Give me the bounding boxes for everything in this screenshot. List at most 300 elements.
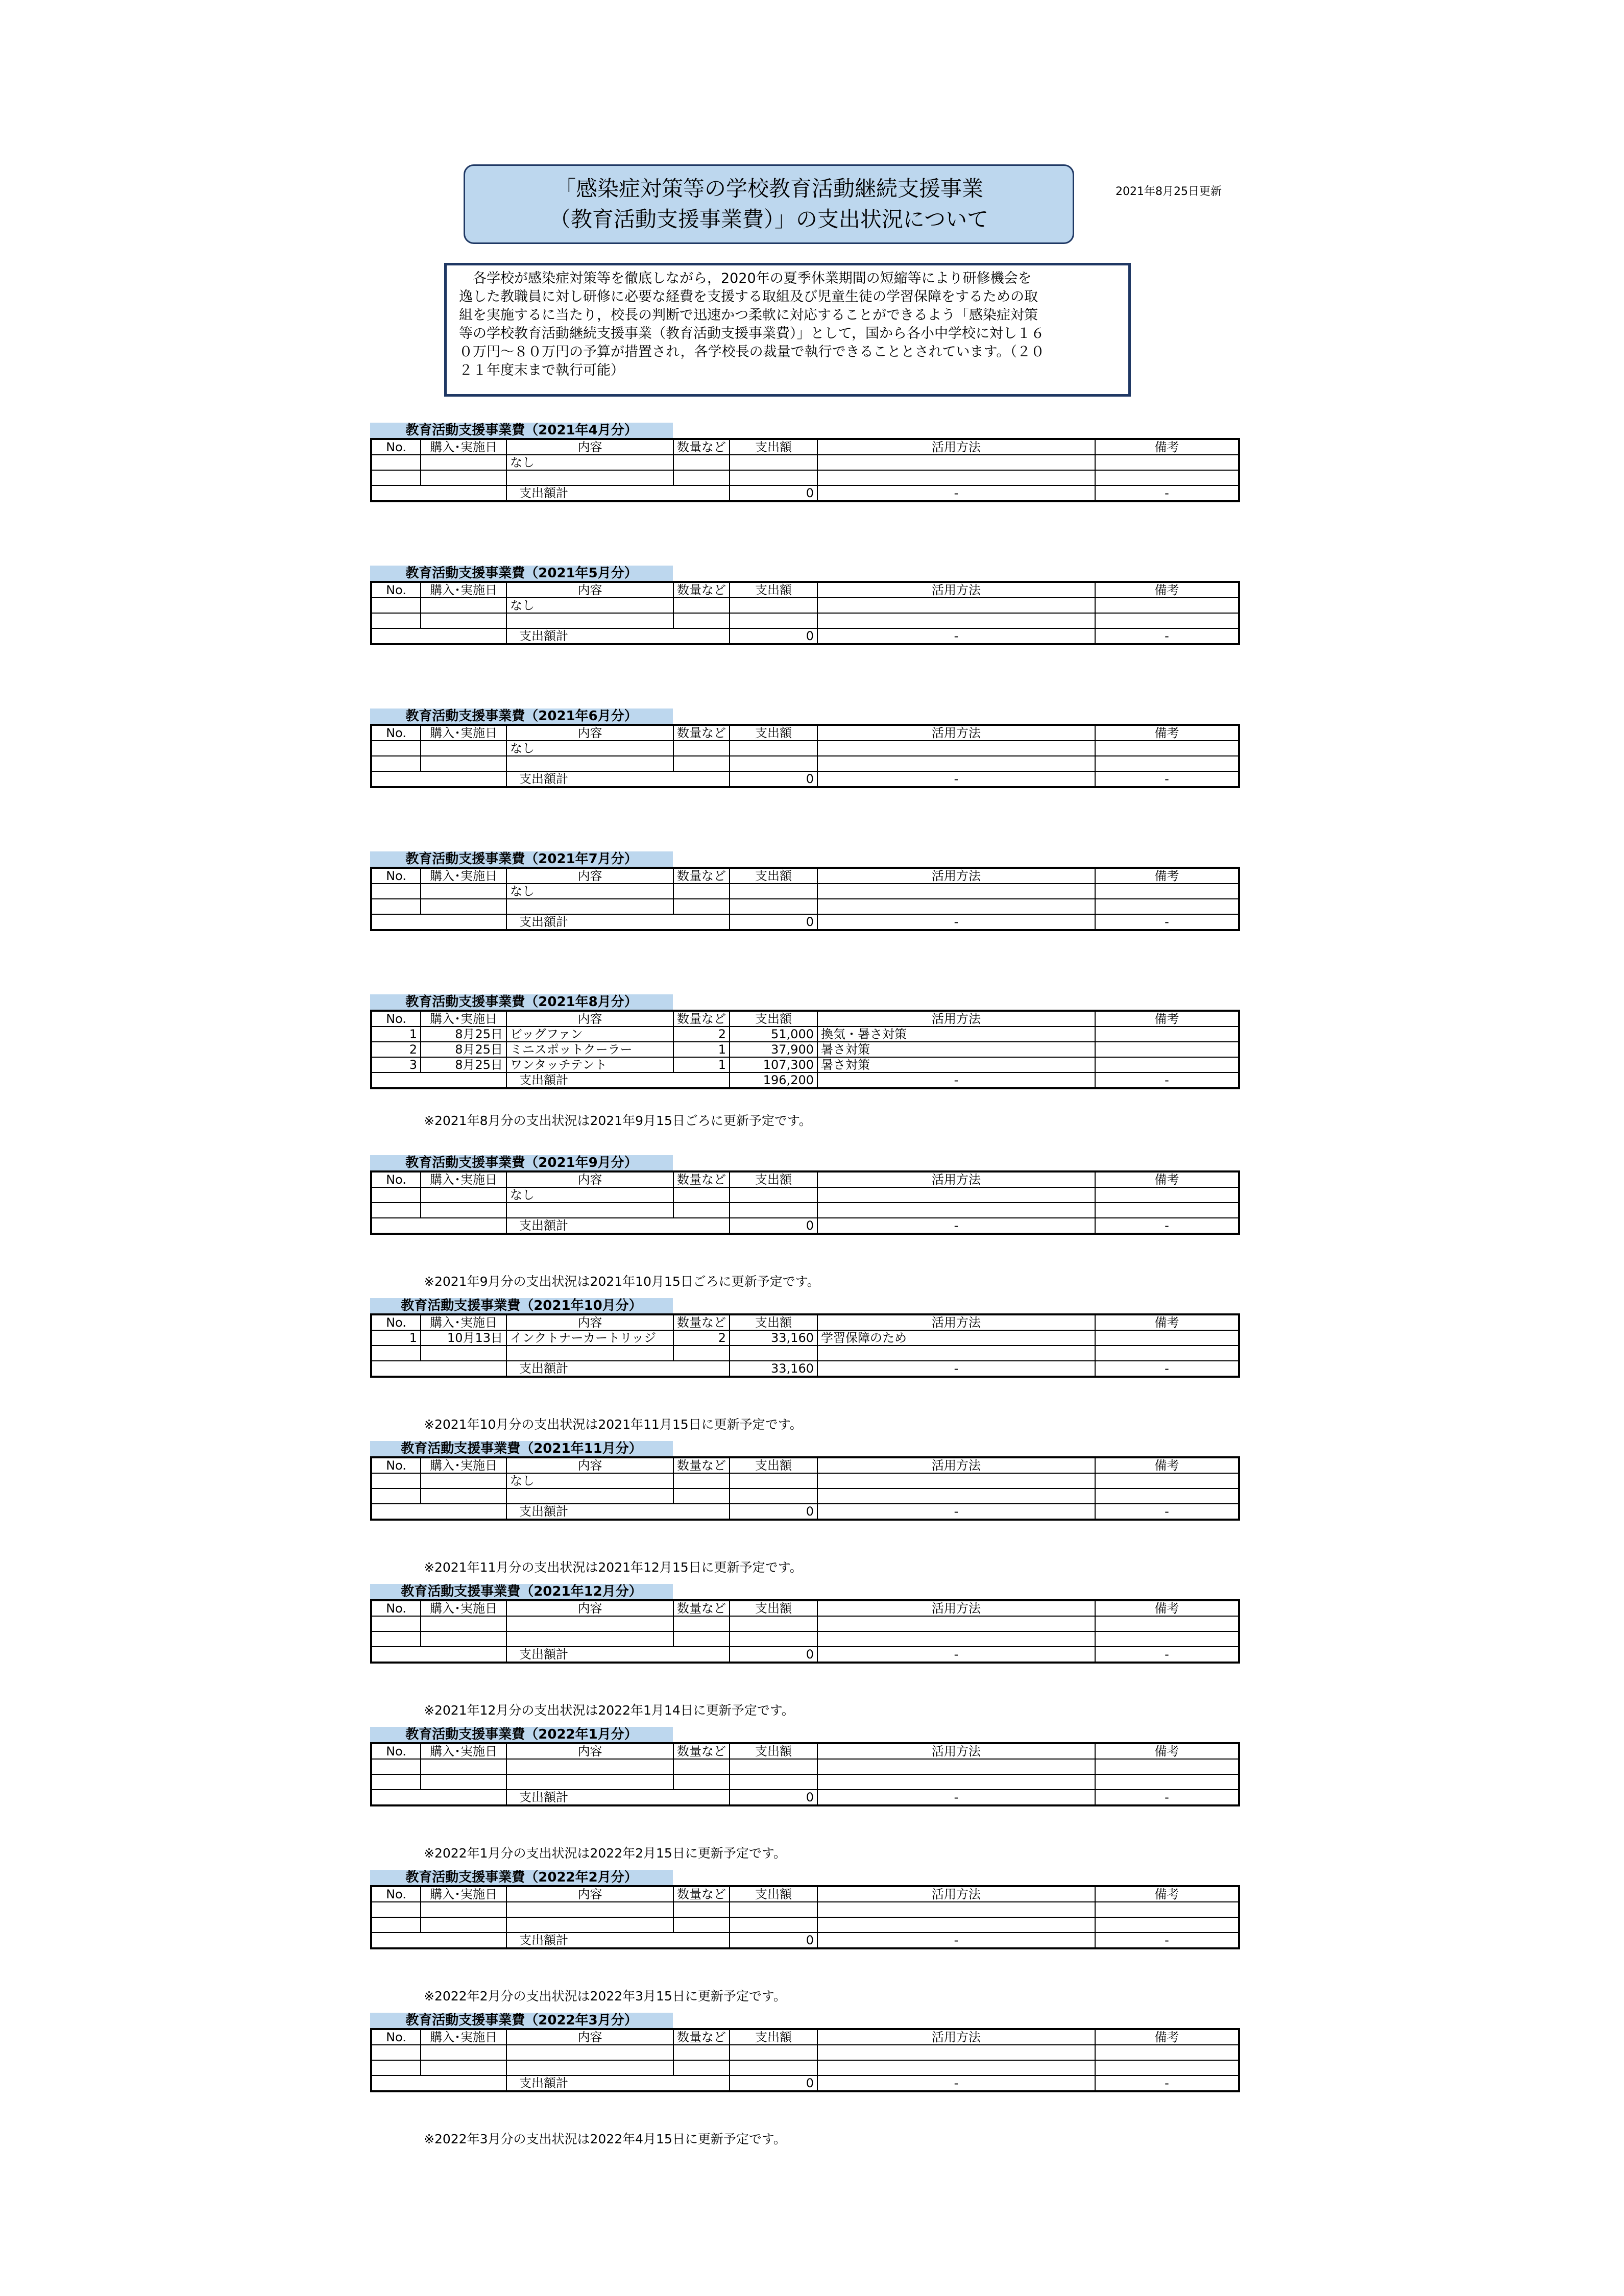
total-remarks-dash: - [1095,485,1239,501]
cell-amount [730,1616,817,1631]
cell-method [817,613,1095,628]
update-note: ※2022年2月分の支出状況は2022年3月15日に更新予定です。 [424,1989,786,2004]
table-header-row [371,1600,1239,1616]
header-amount: 支出額 [730,1314,817,1330]
cell-method: 学習保障のため [817,1330,1095,1346]
header-no: No. [371,868,421,884]
cell-no [371,1774,421,1790]
header-content: 内容 [506,1011,673,1027]
cell-amount [730,1774,817,1790]
total-row [371,1790,1239,1805]
total-method-dash: - [817,1504,1095,1520]
header-content: 内容 [506,1600,673,1616]
total-label: 支出額計 [506,1218,730,1234]
total-amount: 0 [730,628,817,644]
total-row [371,628,1239,644]
header-amount: 支出額 [730,1457,817,1473]
cell-qty [673,470,730,485]
header-no: No. [371,725,421,741]
cell-method [817,1759,1095,1774]
section-title: 教育活動支援事業費（2021年7月分） [370,851,673,867]
header-method: 活用方法 [817,582,1095,598]
total-spacer [371,1790,506,1805]
cell-date [421,2060,506,2075]
cell-no [371,884,421,899]
update-note: ※2021年8月分の支出状況は2021年9月15日ごろに更新予定です。 [424,1113,812,1128]
total-spacer [371,1504,506,1520]
expense-section [370,1870,1238,1949]
table-row [371,1346,1239,1361]
total-amount: 0 [730,1218,817,1234]
cell-date [421,613,506,628]
page-title-line1: 「感染症対策等の学校教育活動継続支援事業 [554,176,983,201]
header-content: 内容 [506,2029,673,2045]
cell-method [817,756,1095,771]
cell-no [371,2045,421,2060]
cell-remarks [1095,1902,1239,1917]
header-amount: 支出額 [730,725,817,741]
cell-date [421,470,506,485]
cell-remarks [1095,455,1239,470]
cell-no [371,1187,421,1203]
cell-content [506,1203,673,1218]
section-title: 教育活動支援事業費（2021年4月分） [370,423,673,438]
cell-method [817,1616,1095,1631]
cell-date [421,1473,506,1488]
total-spacer [371,914,506,930]
table-header-row [371,725,1239,741]
total-remarks-dash: - [1095,1790,1239,1805]
header-date: 購入･実施日 [421,2029,506,2045]
cell-qty [673,1631,730,1647]
header-amount: 支出額 [730,1743,817,1759]
table-header-row [371,868,1239,884]
table-row [371,470,1239,485]
cell-qty [673,1917,730,1933]
cell-date [421,741,506,756]
cell-content [506,1631,673,1647]
cell-remarks [1095,1488,1239,1504]
cell-amount [730,1203,817,1218]
cell-amount [730,2045,817,2060]
expense-section [370,2013,1238,2092]
cell-no [371,1917,421,1933]
cell-no: 1 [371,1330,421,1346]
cell-amount [730,1917,817,1933]
section-title: 教育活動支援事業費（2021年5月分） [370,566,673,581]
table-header-row [371,439,1239,455]
header-date: 購入･実施日 [421,1011,506,1027]
expense-section [370,1727,1238,1806]
cell-amount: 37,900 [730,1042,817,1057]
cell-no [371,598,421,613]
total-row [371,1361,1239,1377]
cell-amount: 107,300 [730,1057,817,1072]
cell-date [421,1203,506,1218]
cell-content: なし [506,598,673,613]
cell-no [371,741,421,756]
total-amount: 0 [730,771,817,787]
header-qty: 数量など [673,725,730,741]
total-amount: 0 [730,1504,817,1520]
cell-date [421,1346,506,1361]
expense-section [370,1584,1238,1664]
total-label: 支出額計 [506,1504,730,1520]
cell-remarks [1095,1631,1239,1647]
header-remarks: 備考 [1095,582,1239,598]
header-content: 内容 [506,1457,673,1473]
cell-amount [730,1759,817,1774]
expense-table [370,1599,1240,1664]
header-method: 活用方法 [817,1314,1095,1330]
header-remarks: 備考 [1095,1600,1239,1616]
total-row [371,485,1239,501]
cell-method [817,470,1095,485]
total-remarks-dash: - [1095,1933,1239,1948]
cell-qty [673,741,730,756]
table-row [371,1902,1239,1917]
cell-content [506,1902,673,1917]
cell-content [506,2045,673,2060]
header-amount: 支出額 [730,1886,817,1902]
table-row [371,613,1239,628]
cell-qty [673,899,730,914]
total-spacer [371,485,506,501]
cell-qty [673,1616,730,1631]
table-row [371,1774,1239,1790]
header-method: 活用方法 [817,1171,1095,1187]
table-row [371,1488,1239,1504]
total-amount: 0 [730,2075,817,2091]
header-method: 活用方法 [817,1886,1095,1902]
cell-method [817,884,1095,899]
header-content: 内容 [506,439,673,455]
cell-content [506,1346,673,1361]
cell-date [421,1902,506,1917]
cell-date [421,455,506,470]
expense-table [370,1885,1240,1949]
total-amount: 196,200 [730,1072,817,1088]
cell-amount [730,1346,817,1361]
total-spacer [371,2075,506,2091]
cell-no [371,1346,421,1361]
cell-method [817,1346,1095,1361]
section-title: 教育活動支援事業費（2022年2月分） [370,1870,673,1885]
expense-table [370,724,1240,788]
total-method-dash: - [817,2075,1095,2091]
total-label: 支出額計 [506,1072,730,1088]
cell-no: 1 [371,1027,421,1042]
header-remarks: 備考 [1095,1314,1239,1330]
header-amount: 支出額 [730,1171,817,1187]
total-method-dash: - [817,771,1095,787]
section-title: 教育活動支援事業費（2021年9月分） [370,1155,673,1170]
cell-method [817,741,1095,756]
cell-amount [730,1631,817,1647]
cell-amount [730,1902,817,1917]
header-content: 内容 [506,725,673,741]
header-remarks: 備考 [1095,439,1239,455]
cell-remarks [1095,1346,1239,1361]
cell-method: 暑さ対策 [817,1057,1095,1072]
cell-content [506,2060,673,2075]
cell-date: 10月13日 [421,1330,506,1346]
header-qty: 数量など [673,439,730,455]
header-remarks: 備考 [1095,1886,1239,1902]
header-qty: 数量など [673,1743,730,1759]
expense-table [370,1742,1240,1806]
cell-content [506,1759,673,1774]
cell-date [421,1187,506,1203]
cell-method [817,598,1095,613]
header-qty: 数量など [673,1886,730,1902]
cell-qty: 1 [673,1057,730,1072]
total-method-dash: - [817,1218,1095,1234]
cell-content: なし [506,741,673,756]
cell-qty: 2 [673,1027,730,1042]
header-method: 活用方法 [817,868,1095,884]
header-amount: 支出額 [730,1011,817,1027]
cell-content [506,1917,673,1933]
page-title-line2: （教育活動支援事業費）」の支出状況について [549,207,989,232]
cell-remarks [1095,741,1239,756]
expense-section [370,423,1238,502]
total-amount: 0 [730,485,817,501]
cell-remarks [1095,1759,1239,1774]
cell-content [506,1488,673,1504]
table-row [371,1616,1239,1631]
cell-date [421,2045,506,2060]
cell-remarks [1095,613,1239,628]
total-label: 支出額計 [506,914,730,930]
header-content: 内容 [506,582,673,598]
expense-table [370,2028,1240,2092]
cell-date: 8月25日 [421,1027,506,1042]
cell-date: 8月25日 [421,1057,506,1072]
table-row [371,2045,1239,2060]
header-no: No. [371,1011,421,1027]
cell-method [817,1631,1095,1647]
cell-qty [673,884,730,899]
table-row [371,455,1239,470]
cell-amount [730,756,817,771]
cell-qty [673,1473,730,1488]
cell-remarks [1095,1473,1239,1488]
total-label: 支出額計 [506,1647,730,1663]
cell-date [421,598,506,613]
total-amount: 0 [730,1933,817,1948]
cell-remarks [1095,1616,1239,1631]
header-no: No. [371,1600,421,1616]
cell-amount: 33,160 [730,1330,817,1346]
header-date: 購入･実施日 [421,1743,506,1759]
update-note: ※2021年9月分の支出状況は2021年10月15日ごろに更新予定です。 [424,1274,820,1289]
cell-qty [673,1203,730,1218]
cell-date [421,899,506,914]
expense-section [370,1298,1238,1378]
header-no: No. [371,1171,421,1187]
table-header-row [371,1457,1239,1473]
header-date: 購入･実施日 [421,868,506,884]
cell-no [371,1473,421,1488]
cell-content: なし [506,1187,673,1203]
table-row [371,1473,1239,1488]
table-row [371,1917,1239,1933]
cell-method: 換気・暑さ対策 [817,1027,1095,1042]
total-spacer [371,1218,506,1234]
table-row [371,884,1239,899]
cell-method [817,1187,1095,1203]
header-date: 購入･実施日 [421,1314,506,1330]
table-row [371,2060,1239,2075]
table-header-row [371,1886,1239,1902]
total-amount: 0 [730,1790,817,1805]
expense-table [370,1170,1240,1235]
header-content: 内容 [506,1743,673,1759]
cell-qty [673,1774,730,1790]
cell-content: ワンタッチテント [506,1057,673,1072]
header-date: 購入･実施日 [421,439,506,455]
table-header-row [371,1011,1239,1027]
total-spacer [371,771,506,787]
total-row [371,1504,1239,1520]
table-row [371,899,1239,914]
cell-amount [730,884,817,899]
expense-table [370,867,1240,931]
cell-no [371,1759,421,1774]
expense-section [370,566,1238,645]
table-header-row [371,1743,1239,1759]
cell-remarks [1095,899,1239,914]
section-title: 教育活動支援事業費（2021年10月分） [370,1298,673,1313]
total-remarks-dash: - [1095,914,1239,930]
cell-method [817,455,1095,470]
table-row [371,1203,1239,1218]
cell-remarks [1095,1042,1239,1057]
total-spacer [371,1647,506,1663]
total-row [371,1218,1239,1234]
header-remarks: 備考 [1095,1743,1239,1759]
cell-qty [673,1187,730,1203]
cell-amount [730,455,817,470]
cell-amount [730,1187,817,1203]
table-row [371,1057,1239,1072]
total-amount: 0 [730,914,817,930]
total-remarks-dash: - [1095,1647,1239,1663]
total-amount: 33,160 [730,1361,817,1377]
update-note: ※2022年1月分の支出状況は2022年2月15日に更新予定です。 [424,1846,786,1861]
cell-amount: 51,000 [730,1027,817,1042]
expense-section [370,1441,1238,1521]
table-header-row [371,1171,1239,1187]
expense-section [370,851,1238,931]
header-date: 購入･実施日 [421,1171,506,1187]
cell-method [817,1902,1095,1917]
cell-no [371,1631,421,1647]
cell-remarks [1095,1917,1239,1933]
total-row [371,1933,1239,1948]
cell-method [817,1488,1095,1504]
total-remarks-dash: - [1095,1361,1239,1377]
table-row [371,1631,1239,1647]
header-date: 購入･実施日 [421,725,506,741]
table-header-row [371,582,1239,598]
total-label: 支出額計 [506,771,730,787]
total-remarks-dash: - [1095,2075,1239,2091]
cell-no [371,2060,421,2075]
cell-amount [730,613,817,628]
cell-remarks [1095,598,1239,613]
cell-method [817,1774,1095,1790]
header-qty: 数量など [673,1600,730,1616]
cell-no [371,455,421,470]
cell-content [506,756,673,771]
section-title: 教育活動支援事業費（2021年6月分） [370,709,673,724]
cell-remarks [1095,1057,1239,1072]
cell-content: ミニスポットクーラー [506,1042,673,1057]
cell-qty [673,1488,730,1504]
cell-content: なし [506,1473,673,1488]
total-label: 支出額計 [506,485,730,501]
header-amount: 支出額 [730,2029,817,2045]
header-date: 購入･実施日 [421,582,506,598]
total-row [371,2075,1239,2091]
cell-date [421,1488,506,1504]
cell-remarks [1095,884,1239,899]
expense-section [370,994,1238,1089]
section-title: 教育活動支援事業費（2022年3月分） [370,2013,673,2028]
total-label: 支出額計 [506,1933,730,1948]
cell-no [371,1488,421,1504]
total-row [371,1647,1239,1663]
header-method: 活用方法 [817,439,1095,455]
header-qty: 数量など [673,2029,730,2045]
table-row [371,741,1239,756]
cell-amount [730,470,817,485]
cell-qty [673,1346,730,1361]
header-qty: 数量など [673,1457,730,1473]
update-note: ※2022年3月分の支出状況は2022年4月15日に更新予定です。 [424,2132,786,2146]
table-row [371,1027,1239,1042]
header-remarks: 備考 [1095,2029,1239,2045]
cell-qty [673,2060,730,2075]
section-title: 教育活動支援事業費（2021年11月分） [370,1441,673,1456]
cell-date [421,1631,506,1647]
total-spacer [371,1933,506,1948]
total-method-dash: - [817,628,1095,644]
header-qty: 数量など [673,582,730,598]
update-note: ※2021年10月分の支出状況は2021年11月15日に更新予定です。 [424,1417,803,1432]
header-no: No. [371,2029,421,2045]
table-header-row [371,1314,1239,1330]
header-content: 内容 [506,1171,673,1187]
page-title [464,164,1074,244]
cell-method [817,1917,1095,1933]
header-remarks: 備考 [1095,868,1239,884]
total-method-dash: - [817,1072,1095,1088]
update-note: ※2021年11月分の支出状況は2021年12月15日に更新予定です。 [424,1560,803,1575]
cell-date [421,1759,506,1774]
cell-no [371,470,421,485]
cell-qty [673,455,730,470]
cell-content [506,1774,673,1790]
header-amount: 支出額 [730,439,817,455]
expense-section [370,1155,1238,1235]
total-remarks-dash: - [1095,1504,1239,1520]
header-qty: 数量など [673,1171,730,1187]
updated-date: 2021年8月25日更新 [1116,185,1222,198]
header-date: 購入･実施日 [421,1600,506,1616]
